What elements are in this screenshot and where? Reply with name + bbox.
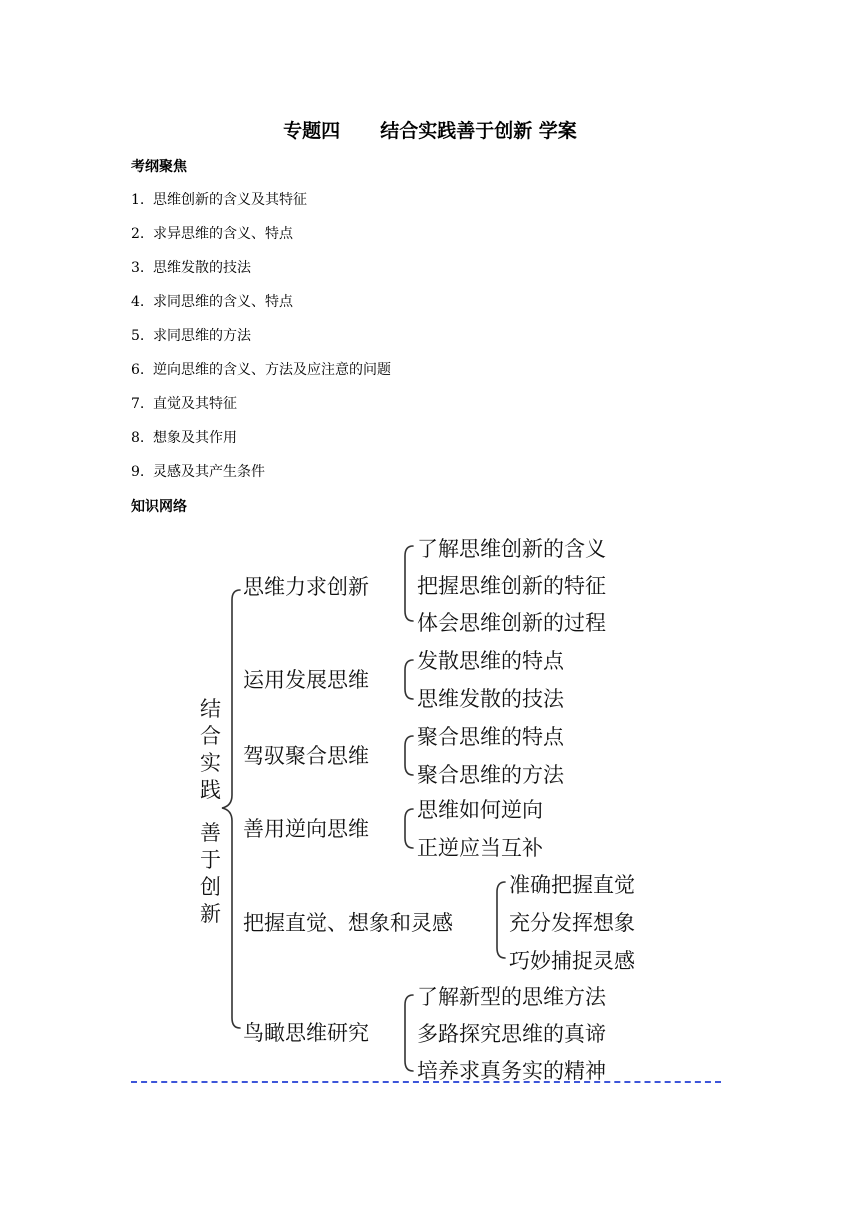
leaf-item: 了解思维创新的含义 xyxy=(417,537,606,561)
leaf-item: 思维发散的技法 xyxy=(417,687,564,711)
item-number: 4. xyxy=(131,294,145,310)
list-item xyxy=(131,428,391,462)
item-number: 9. xyxy=(131,464,145,480)
leaf-item: 多路探究思维的真谛 xyxy=(417,1022,606,1046)
leaf-item: 巧妙捕捉灵感 xyxy=(509,949,635,973)
item-number: 2. xyxy=(131,226,145,242)
item-number: 7. xyxy=(131,396,145,412)
leaf-item: 思维如何逆向 xyxy=(417,798,543,822)
leaf-item: 发散思维的特点 xyxy=(417,649,564,673)
item-text: 求同思维的含义、特点 xyxy=(153,294,293,310)
leaf-item: 充分发挥想象 xyxy=(509,911,635,935)
leaf-item: 把握思维创新的特征 xyxy=(417,574,606,598)
item-text: 求同思维的方法 xyxy=(153,328,251,344)
root-brace xyxy=(222,590,240,1028)
list-item xyxy=(131,462,391,496)
item-text: 逆向思维的含义、方法及应注意的问题 xyxy=(153,362,391,378)
item-number: 3. xyxy=(131,260,145,276)
list-item xyxy=(131,360,391,394)
leaf-item: 培养求真务实的精神 xyxy=(417,1059,606,1083)
list-item xyxy=(131,190,391,224)
branch-label: 运用发展思维 xyxy=(243,668,369,692)
list-item xyxy=(131,394,391,428)
branch-brace xyxy=(497,882,505,958)
branch-brace xyxy=(405,995,413,1071)
root-char: 合 xyxy=(200,724,221,748)
root-char: 践 xyxy=(200,778,221,802)
page-separator-dashed xyxy=(131,1081,721,1083)
item-text: 想象及其作用 xyxy=(153,430,237,446)
branch-brace xyxy=(405,546,413,621)
title-topic: 专题四 xyxy=(283,120,341,142)
section-heading-knowledge-network: 知识网络 xyxy=(131,499,187,515)
item-number: 6. xyxy=(131,362,145,378)
leaf-item: 准确把握直觉 xyxy=(509,873,635,897)
leaf-item: 了解新型的思维方法 xyxy=(417,985,606,1009)
branch-brace xyxy=(405,736,413,775)
branch-label: 善用逆向思维 xyxy=(243,817,369,841)
item-text: 灵感及其产生条件 xyxy=(153,464,265,480)
branch-brace xyxy=(405,809,413,848)
title-subject: 结合实践善于创新 学案 xyxy=(380,120,577,142)
list-item xyxy=(131,258,391,292)
list-item xyxy=(131,224,391,258)
item-text: 思维发散的技法 xyxy=(153,260,251,276)
item-number: 8. xyxy=(131,430,145,446)
leaf-item: 正逆应当互补 xyxy=(417,836,543,860)
root-char: 新 xyxy=(200,902,221,926)
item-number: 1. xyxy=(131,192,145,208)
leaf-item: 聚合思维的特点 xyxy=(417,725,564,749)
item-number: 5. xyxy=(131,328,145,344)
root-char: 创 xyxy=(200,875,221,899)
leaf-item: 聚合思维的方法 xyxy=(417,763,564,787)
leaf-item: 体会思维创新的过程 xyxy=(417,611,606,635)
root-char: 结 xyxy=(200,697,221,721)
branch-label: 把握直觉、想象和灵感 xyxy=(243,911,453,935)
root-char: 实 xyxy=(200,751,221,775)
list-item xyxy=(131,292,391,326)
item-text: 思维创新的含义及其特征 xyxy=(153,192,307,208)
item-text: 直觉及其特征 xyxy=(153,396,237,412)
branch-label: 思维力求创新 xyxy=(243,575,369,599)
section-heading-outline: 考纲聚焦 xyxy=(131,159,187,175)
item-text: 求异思维的含义、特点 xyxy=(153,226,293,242)
branch-label: 驾驭聚合思维 xyxy=(243,744,369,768)
root-char: 善 xyxy=(200,821,221,845)
branch-label: 鸟瞰思维研究 xyxy=(243,1021,369,1045)
branch-brace xyxy=(405,660,413,699)
outline-list xyxy=(131,190,391,496)
list-item xyxy=(131,326,391,360)
root-char: 于 xyxy=(200,848,221,872)
page-title xyxy=(0,116,860,143)
